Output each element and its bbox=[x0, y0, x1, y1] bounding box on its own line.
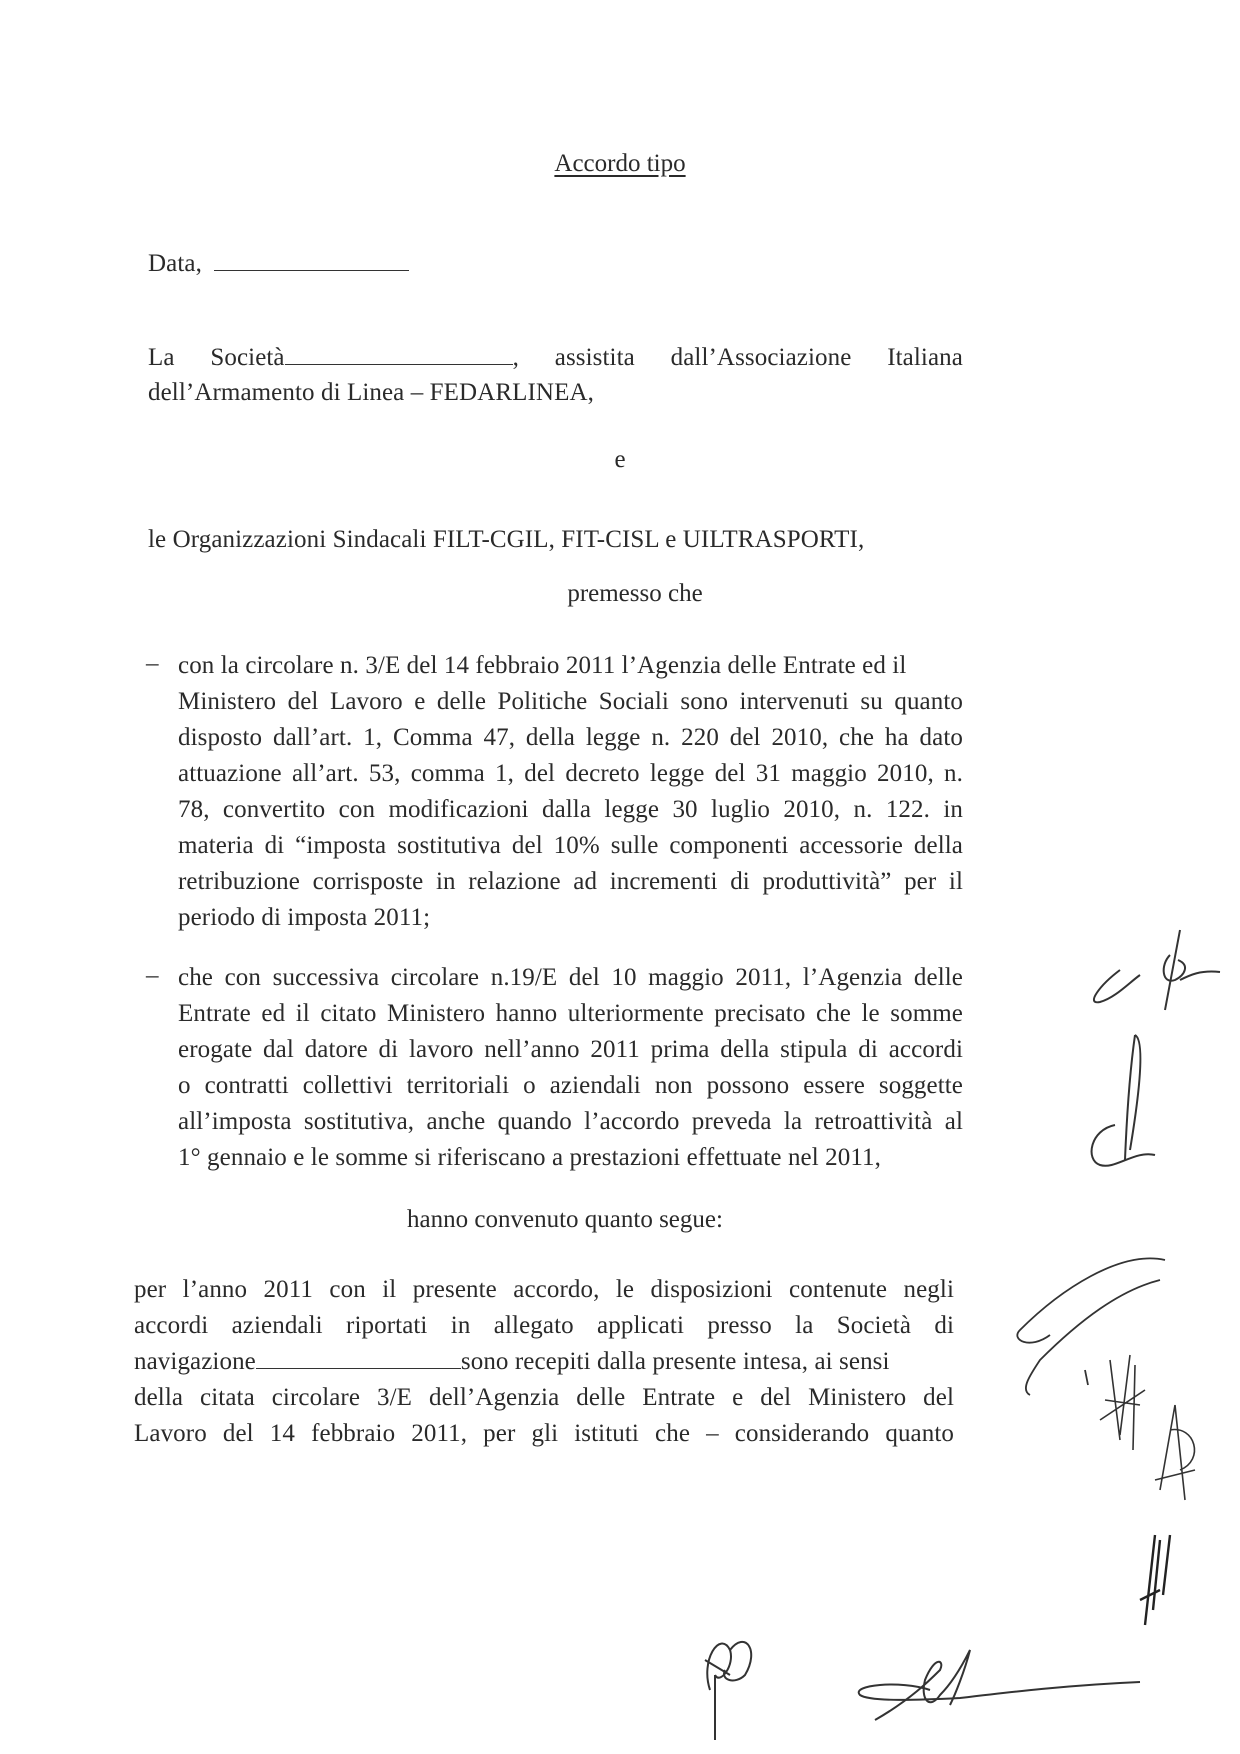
conjunction-e: e bbox=[614, 446, 626, 473]
premise-2-line-1: che con successiva circolare n.19/E del 10 maggio 2011, l’Agenzia delle bbox=[178, 964, 963, 991]
agreement-line-2: accordi aziendali riportati in allegato applicati presso la Società di bbox=[134, 1312, 954, 1339]
premise-2-line-3: erogate dal datore di lavoro nell’anno 2011 prima della stipula di accordi bbox=[178, 1036, 963, 1063]
shipping-company-blank-field[interactable] bbox=[256, 1348, 461, 1369]
premise-1-line-5: 78, convertito con modificazioni dalla legge 30 luglio 2010, n. 122. in bbox=[178, 796, 963, 823]
text-assistita: assistita bbox=[554, 344, 635, 371]
date-line bbox=[148, 246, 409, 282]
margin-initials-2-icon bbox=[1085, 1030, 1175, 1175]
margin-initials-4-icon bbox=[1095, 1350, 1155, 1465]
unions-line: le Organizzazioni Sindacali FILT-CGIL, FIT-CISL e UILTRASPORTI, bbox=[148, 526, 865, 553]
premise-1-line-7: retribuzione corrisposte in relazione ad incrementi di produttività” per il bbox=[178, 868, 963, 895]
date-label: Data, bbox=[148, 250, 202, 277]
document-title: Accordo tipo bbox=[554, 150, 686, 177]
premise-2-line-6: 1° gennaio e le somme si riferiscano a prestazioni effettuate nel 2011, bbox=[178, 1144, 881, 1171]
company-name-blank-field[interactable] bbox=[285, 344, 513, 365]
premise-2-line-4: o contratti collettivi territoriali o aziendali non possono essere soggette bbox=[178, 1072, 963, 1099]
text-italiana: Italiana bbox=[887, 344, 963, 371]
text-la: La bbox=[148, 344, 175, 371]
agreement-line-1: per l’anno 2011 con il presente accordo, le disposizioni contenute negli bbox=[134, 1276, 954, 1303]
agreement-line-4: della citata circolare 3/E dell’Agenzia delle Entrate e del Ministero del bbox=[134, 1384, 954, 1411]
text-navigazione: navigazione bbox=[134, 1348, 256, 1375]
agreement-line-3 bbox=[134, 1344, 954, 1380]
premise-1-line-2: Ministero del Lavoro e delle Politiche Sociali sono intervenuti su quanto bbox=[178, 688, 963, 715]
agreement-line-5: Lavoro del 14 febbraio 2011, per gli istituti che – considerando quanto bbox=[134, 1420, 954, 1447]
text-associazione: dall’Associazione bbox=[670, 344, 852, 371]
premise-1-bullet: – bbox=[146, 650, 159, 677]
date-blank-field[interactable] bbox=[214, 250, 409, 271]
premise-heading: premesso che bbox=[567, 580, 703, 607]
party-intro-line-2: dell’Armamento di Linea – FEDARLINEA, bbox=[148, 379, 594, 406]
footer-initials-1-icon bbox=[690, 1630, 770, 1745]
footer-initials-2-icon bbox=[850, 1640, 1140, 1725]
margin-initials-6-icon bbox=[1135, 1530, 1185, 1635]
text-societa: Società bbox=[210, 344, 285, 371]
margin-initials-1-icon bbox=[1080, 920, 1230, 1015]
premise-2-bullet: – bbox=[146, 962, 159, 989]
premise-1-line-1: con la circolare n. 3/E del 14 febbraio 2011 l’Agenzia delle Entrate ed il bbox=[178, 652, 907, 679]
premise-2-line-2: Entrate ed il citato Ministero hanno ulteriormente precisato che le somme bbox=[178, 1000, 963, 1027]
premise-1-line-8: periodo di imposta 2011; bbox=[178, 904, 431, 931]
text-comma: , bbox=[512, 344, 519, 371]
text-recepiti: sono recepiti dalla presente intesa, ai sensi bbox=[460, 1348, 890, 1375]
agreement-heading: hanno convenuto quanto segue: bbox=[407, 1206, 723, 1233]
premise-1-line-6: materia di “imposta sostitutiva del 10% sulle componenti accessorie della bbox=[178, 832, 963, 859]
agreement-line-3-start bbox=[134, 1344, 890, 1380]
margin-initials-5-icon bbox=[1150, 1400, 1210, 1515]
party-intro-line-1 bbox=[148, 340, 963, 376]
premise-2-line-5: all’imposta sostitutiva, anche quando l’accordo preveda la retroattività al bbox=[178, 1108, 963, 1135]
company-name-group bbox=[210, 340, 519, 376]
premise-1-line-3: disposto dall’art. 1, Comma 47, della legge n. 220 del 2010, che ha dato bbox=[178, 724, 963, 751]
premise-1-line-4: attuazione all’art. 53, comma 1, del decreto legge del 31 maggio 2010, n. bbox=[178, 760, 963, 787]
